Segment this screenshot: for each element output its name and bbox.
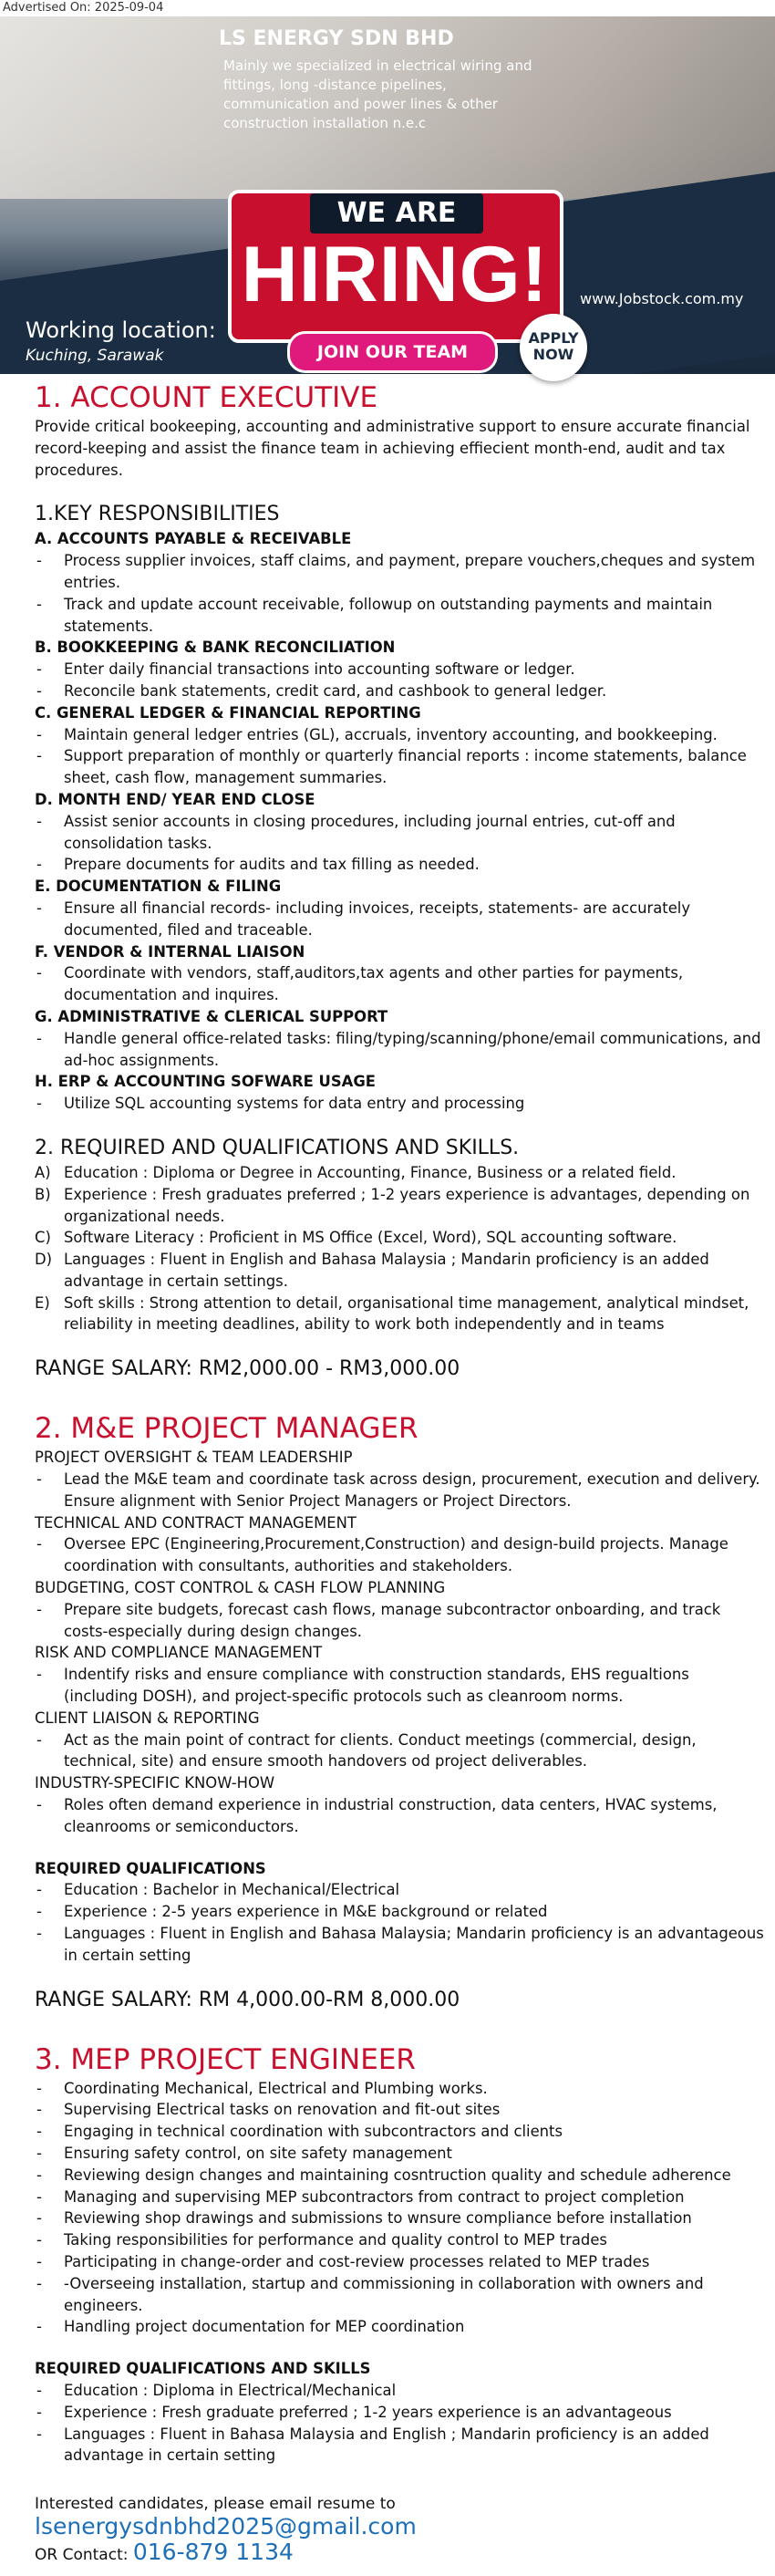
list-item: - Prepare documents for audits and tax filling as needed.: [35, 854, 764, 876]
list-marker: C): [35, 1229, 51, 1247]
contact-phone[interactable]: 016-879 1134: [132, 2538, 294, 2565]
phone-prefix: OR Contact:: [35, 2545, 129, 2564]
list-item: - Coordinate with vendors, staff,auditors,tax agents and other parties for payments, documentation and inquires.: [35, 962, 764, 1006]
working-location: Kuching, Sarawak: [26, 347, 164, 365]
job1-responsibilities-title: 1.KEY RESPONSIBILITIES: [35, 503, 280, 526]
job2-salary: RANGE SALARY: RM 4,000.00-RM 8,000.00: [35, 1988, 460, 2011]
qualification-text: Soft skills : Strong attention to detail, organisational time management, analytical mindset, reliability in meeting deadlines, ability to work both independently and in teams: [64, 1293, 749, 1334]
list-item: - Reconcile bank statements, credit card, and cashbook to general ledger.: [35, 680, 764, 702]
list-item: - Roles often demand experience in industrial construction, data centers, HVAC systems, cleanrooms or semiconductors.: [35, 1794, 764, 1838]
list-item: - Utilize SQL accounting systems for data entry and processing: [35, 1093, 764, 1115]
we-are-label: WE ARE: [310, 193, 483, 234]
email-prefix: Interested candidates, please email resume to: [35, 2495, 396, 2514]
qualification-item: [35, 1184, 764, 1228]
list-item: - Coordinating Mechanical, Electrical and Plumbing works.: [35, 2078, 764, 2100]
website-link[interactable]: www.Jobstock.com.my: [580, 290, 744, 307]
list-item: - Ensure all financial records- including invoices, receipts, statements- are accurately documented, filed and traceable.: [35, 898, 764, 941]
job1-intro: Provide critical bookeeping, accounting and administrative support to ensure accurate financial record-keeping and assist the finance team in achieving effiecient month-end, audit and tax procedures.: [35, 418, 750, 479]
qualification-text: Software Literacy : Proficient in MS Office (Excel, Word), SQL accounting software.: [64, 1229, 677, 1247]
list-item: - -Overseeing installation, startup and commissioning in collaboration with owners and engineers.: [35, 2273, 764, 2317]
qualification-item: [35, 1227, 764, 1249]
job1-title: 1. ACCOUNT EXECUTIVE: [35, 381, 378, 414]
list-item: - Support preparation of monthly or quarterly financial reports : income statements, balance sheet, cash flow, management summaries.: [35, 745, 764, 789]
list-item: - Maintain general ledger entries (GL), accruals, inventory accounting, and bookkeeping.: [35, 724, 764, 746]
list-item: - Indentify risks and ensure compliance with construction standards, EHS regualtions (including DOSH), and project-specific protocols such as cleanroom norms.: [35, 1664, 764, 1708]
section-title: A. ACCOUNTS PAYABLE & RECEIVABLE: [35, 530, 352, 548]
list-marker: A): [35, 1163, 51, 1181]
working-location-label: Working location:: [26, 317, 216, 343]
job2-qualifications-title: REQUIRED QUALIFICATIONS: [35, 1859, 266, 1877]
section-title: H. ERP & ACCOUNTING SOFWARE USAGE: [35, 1073, 376, 1091]
section-title: PROJECT OVERSIGHT & TEAM LEADERSHIP: [35, 1449, 353, 1467]
list-item: - Assist senior accounts in closing procedures, including journal entries, cut-off and consolidation tasks.: [35, 811, 764, 855]
list-item: - Oversee EPC (Engineering,Procurement,Construction) and design-build projects. Manage coordination with consultants, authorities and stakeholders.: [35, 1533, 764, 1577]
job3-title: 3. MEP PROJECT ENGINEER: [35, 2042, 416, 2076]
section-title: INDUSTRY-SPECIFIC KNOW-HOW: [35, 1774, 275, 1792]
qualification-text: Languages : Fluent in English and Bahasa Malaysia ; Mandarin proficiency is an added advantage in certain settings.: [64, 1251, 709, 1290]
list-marker: D): [35, 1251, 53, 1269]
section-title: G. ADMINISTRATIVE & CLERICAL SUPPORT: [35, 1007, 388, 1025]
job1-qualifications-title: 2. REQUIRED AND QUALIFICATIONS AND SKILLS.: [35, 1136, 520, 1159]
list-item: - Education : Diploma in Electrical/Mechanical: [35, 2380, 764, 2402]
list-item: - Reviewing shop drawings and submissions to wnsure compliance before installation: [35, 2207, 764, 2229]
qualification-item: [35, 1162, 764, 1184]
section-title: CLIENT LIAISON & REPORTING: [35, 1709, 260, 1727]
list-item: - Taking responsibilities for performance and quality control to MEP trades: [35, 2229, 764, 2251]
list-item: - Process supplier invoices, staff claims, and payment, prepare vouchers,cheques and system entries.: [35, 550, 764, 594]
list-item: - Experience : Fresh graduate preferred ; 1-2 years experience is an advantageous: [35, 2402, 764, 2424]
list-item: - Experience : 2-5 years experience in M&E background or related: [35, 1901, 764, 1923]
list-item: - Handling project documentation for MEP coordination: [35, 2316, 764, 2338]
contact-email[interactable]: lsenergysdnbhd2025@gmail.com: [35, 2512, 417, 2540]
job1-salary: RANGE SALARY: RM2,000.00 - RM3,000.00: [35, 1357, 460, 1381]
job2-title: 2. M&E PROJECT MANAGER: [35, 1412, 418, 1446]
section-title: C. GENERAL LEDGER & FINANCIAL REPORTING: [35, 703, 421, 722]
hiring-headline: HIRING!: [241, 231, 549, 318]
qualification-text: Education : Diploma or Degree in Accounting, Finance, Business or a related field.: [64, 1163, 677, 1181]
qualification-item: [35, 1293, 764, 1336]
job-content: [35, 379, 764, 2567]
list-item: - Act as the main point of contract for clients. Conduct meetings (commercial, design, technical, site) and ensure smooth handovers od project deliverables.: [35, 1729, 764, 1773]
join-our-team-button[interactable]: JOIN OUR TEAM: [287, 331, 498, 373]
section-title: F. VENDOR & INTERNAL LIAISON: [35, 942, 305, 961]
list-item: - Track and update account receivable, followup on outstanding payments and maintain statements.: [35, 594, 764, 638]
section-title: RISK AND COMPLIANCE MANAGEMENT: [35, 1644, 323, 1662]
list-item: - Reviewing design changes and maintaining cosntruction quality and schedule adherence: [35, 2165, 764, 2186]
qualification-item: [35, 1249, 764, 1293]
list-item: - Ensuring safety control, on site safety management: [35, 2143, 764, 2165]
qualification-text: Experience : Fresh graduates preferred ; 1-2 years experience is advantages, depending on organizational needs.: [64, 1185, 750, 1225]
list-item: - Engaging in technical coordination with subcontractors and clients: [35, 2121, 764, 2143]
company-name: LS ENERGY SDN BHD: [219, 27, 454, 50]
list-marker: B): [35, 1185, 51, 1203]
list-item: - Languages : Fluent in English and Bahasa Malaysia; Mandarin proficiency is an advantageous in certain setting: [35, 1923, 764, 1967]
list-item: - Prepare site budgets, forecast cash flows, manage subcontractor onboarding, and track costs-especially during design changes.: [35, 1599, 764, 1643]
section-title: BUDGETING, COST CONTROL & CASH FLOW PLANNING: [35, 1579, 446, 1597]
list-item: - Supervising Electrical tasks on renovation and fit-out sites: [35, 2099, 764, 2121]
list-item: - Handle general office-related tasks: filing/typing/scanning/phone/email communications, and ad-hoc assignments.: [35, 1028, 764, 1072]
list-item: - Participating in change-order and cost-review processes related to MEP trades: [35, 2251, 764, 2273]
contact-phone-line: [35, 2538, 764, 2567]
advertised-date: Advertised On: 2025-09-04: [0, 0, 166, 16]
list-item: - Education : Bachelor in Mechanical/Electrical: [35, 1879, 764, 1901]
job3-qualifications-title: REQUIRED QUALIFICATIONS AND SKILLS: [35, 2360, 371, 2378]
section-title: E. DOCUMENTATION & FILING: [35, 878, 282, 896]
apply-now-badge[interactable]: APPLY NOW: [520, 314, 587, 381]
contact-email-line: [35, 2494, 764, 2541]
company-description: Mainly we specialized in electrical wiring and fittings, long -distance pipelines, communication and power lines & other construction installation n.e.c: [223, 57, 532, 131]
list-item: - Managing and supervising MEP subcontractors from contract to project completion: [35, 2186, 764, 2208]
list-item: - Enter daily financial transactions into accounting software or ledger.: [35, 659, 764, 680]
list-item: - Languages : Fluent in Bahasa Malaysia and English ; Mandarin proficiency is an added advantage in certain setting: [35, 2424, 764, 2467]
section-title: TECHNICAL AND CONTRACT MANAGEMENT: [35, 1513, 356, 1532]
list-item: - Lead the M&E team and coordinate task across design, procurement, execution and delivery. Ensure alignment with Senior Project Managers or Project Directors.: [35, 1469, 764, 1512]
section-title: D. MONTH END/ YEAR END CLOSE: [35, 790, 315, 808]
list-marker: E): [35, 1293, 50, 1312]
section-title: B. BOOKKEEPING & BANK RECONCILIATION: [35, 639, 396, 657]
